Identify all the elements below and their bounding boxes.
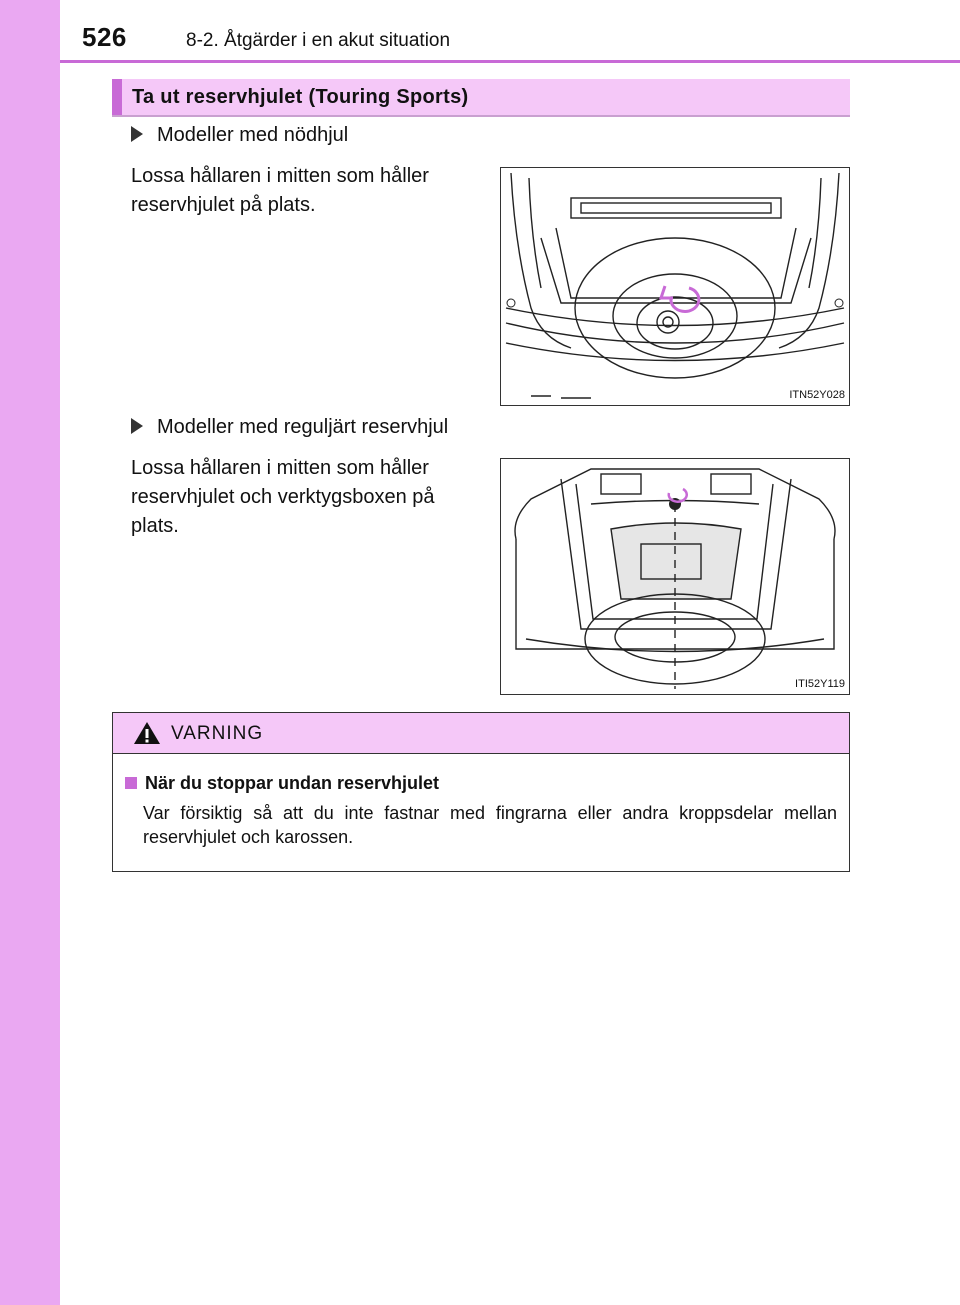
warning-triangle-icon: [133, 721, 161, 745]
square-bullet-icon: [125, 777, 137, 789]
bullet-emergency-wheel: [131, 124, 348, 147]
triangle-bullet-icon: [131, 126, 143, 142]
header-divider: [60, 60, 960, 63]
section-heading: [112, 79, 850, 117]
warning-header: [113, 713, 849, 754]
figure-code: ITI52Y119: [795, 678, 845, 690]
section-title: Ta ut reservhjulet (Touring Sports): [132, 86, 469, 108]
bullet-label: Modeller med reguljärt reservhjul: [157, 416, 449, 438]
warning-title-text: När du stoppar undan reservhjulet: [145, 773, 440, 793]
bullet-label: Modeller med nödhjul: [157, 124, 349, 146]
triangle-bullet-icon: [131, 418, 143, 434]
figure-emergency-spare: [500, 167, 850, 406]
chapter-sidebar: [0, 0, 60, 1305]
warning-text: Var försiktig så att du inte fastnar med fingrarna eller andra kroppsdelar mellan reservhjulet och karossen.: [143, 803, 837, 847]
instruction-text: Lossa hållaren i mitten som håller reservhjulet och verktygsboxen på plats.: [131, 457, 435, 537]
chapter-title: 8-2. Åtgärder i en akut situation: [186, 30, 451, 51]
trunk-illustration: [501, 168, 849, 405]
warning-label: VARNING: [171, 723, 264, 744]
figure-regular-spare: [500, 458, 850, 695]
warning-box: [112, 712, 850, 872]
page-number: 526: [82, 22, 127, 52]
trunk-toolbox-illustration: [501, 459, 849, 694]
instruction-text: Lossa hållaren i mitten som håller reservhjulet på plats.: [131, 165, 429, 216]
bullet-regular-wheel: [131, 416, 448, 439]
warning-title: [125, 773, 439, 794]
section-accent: [112, 79, 122, 115]
figure-code: ITN52Y028: [789, 389, 845, 401]
